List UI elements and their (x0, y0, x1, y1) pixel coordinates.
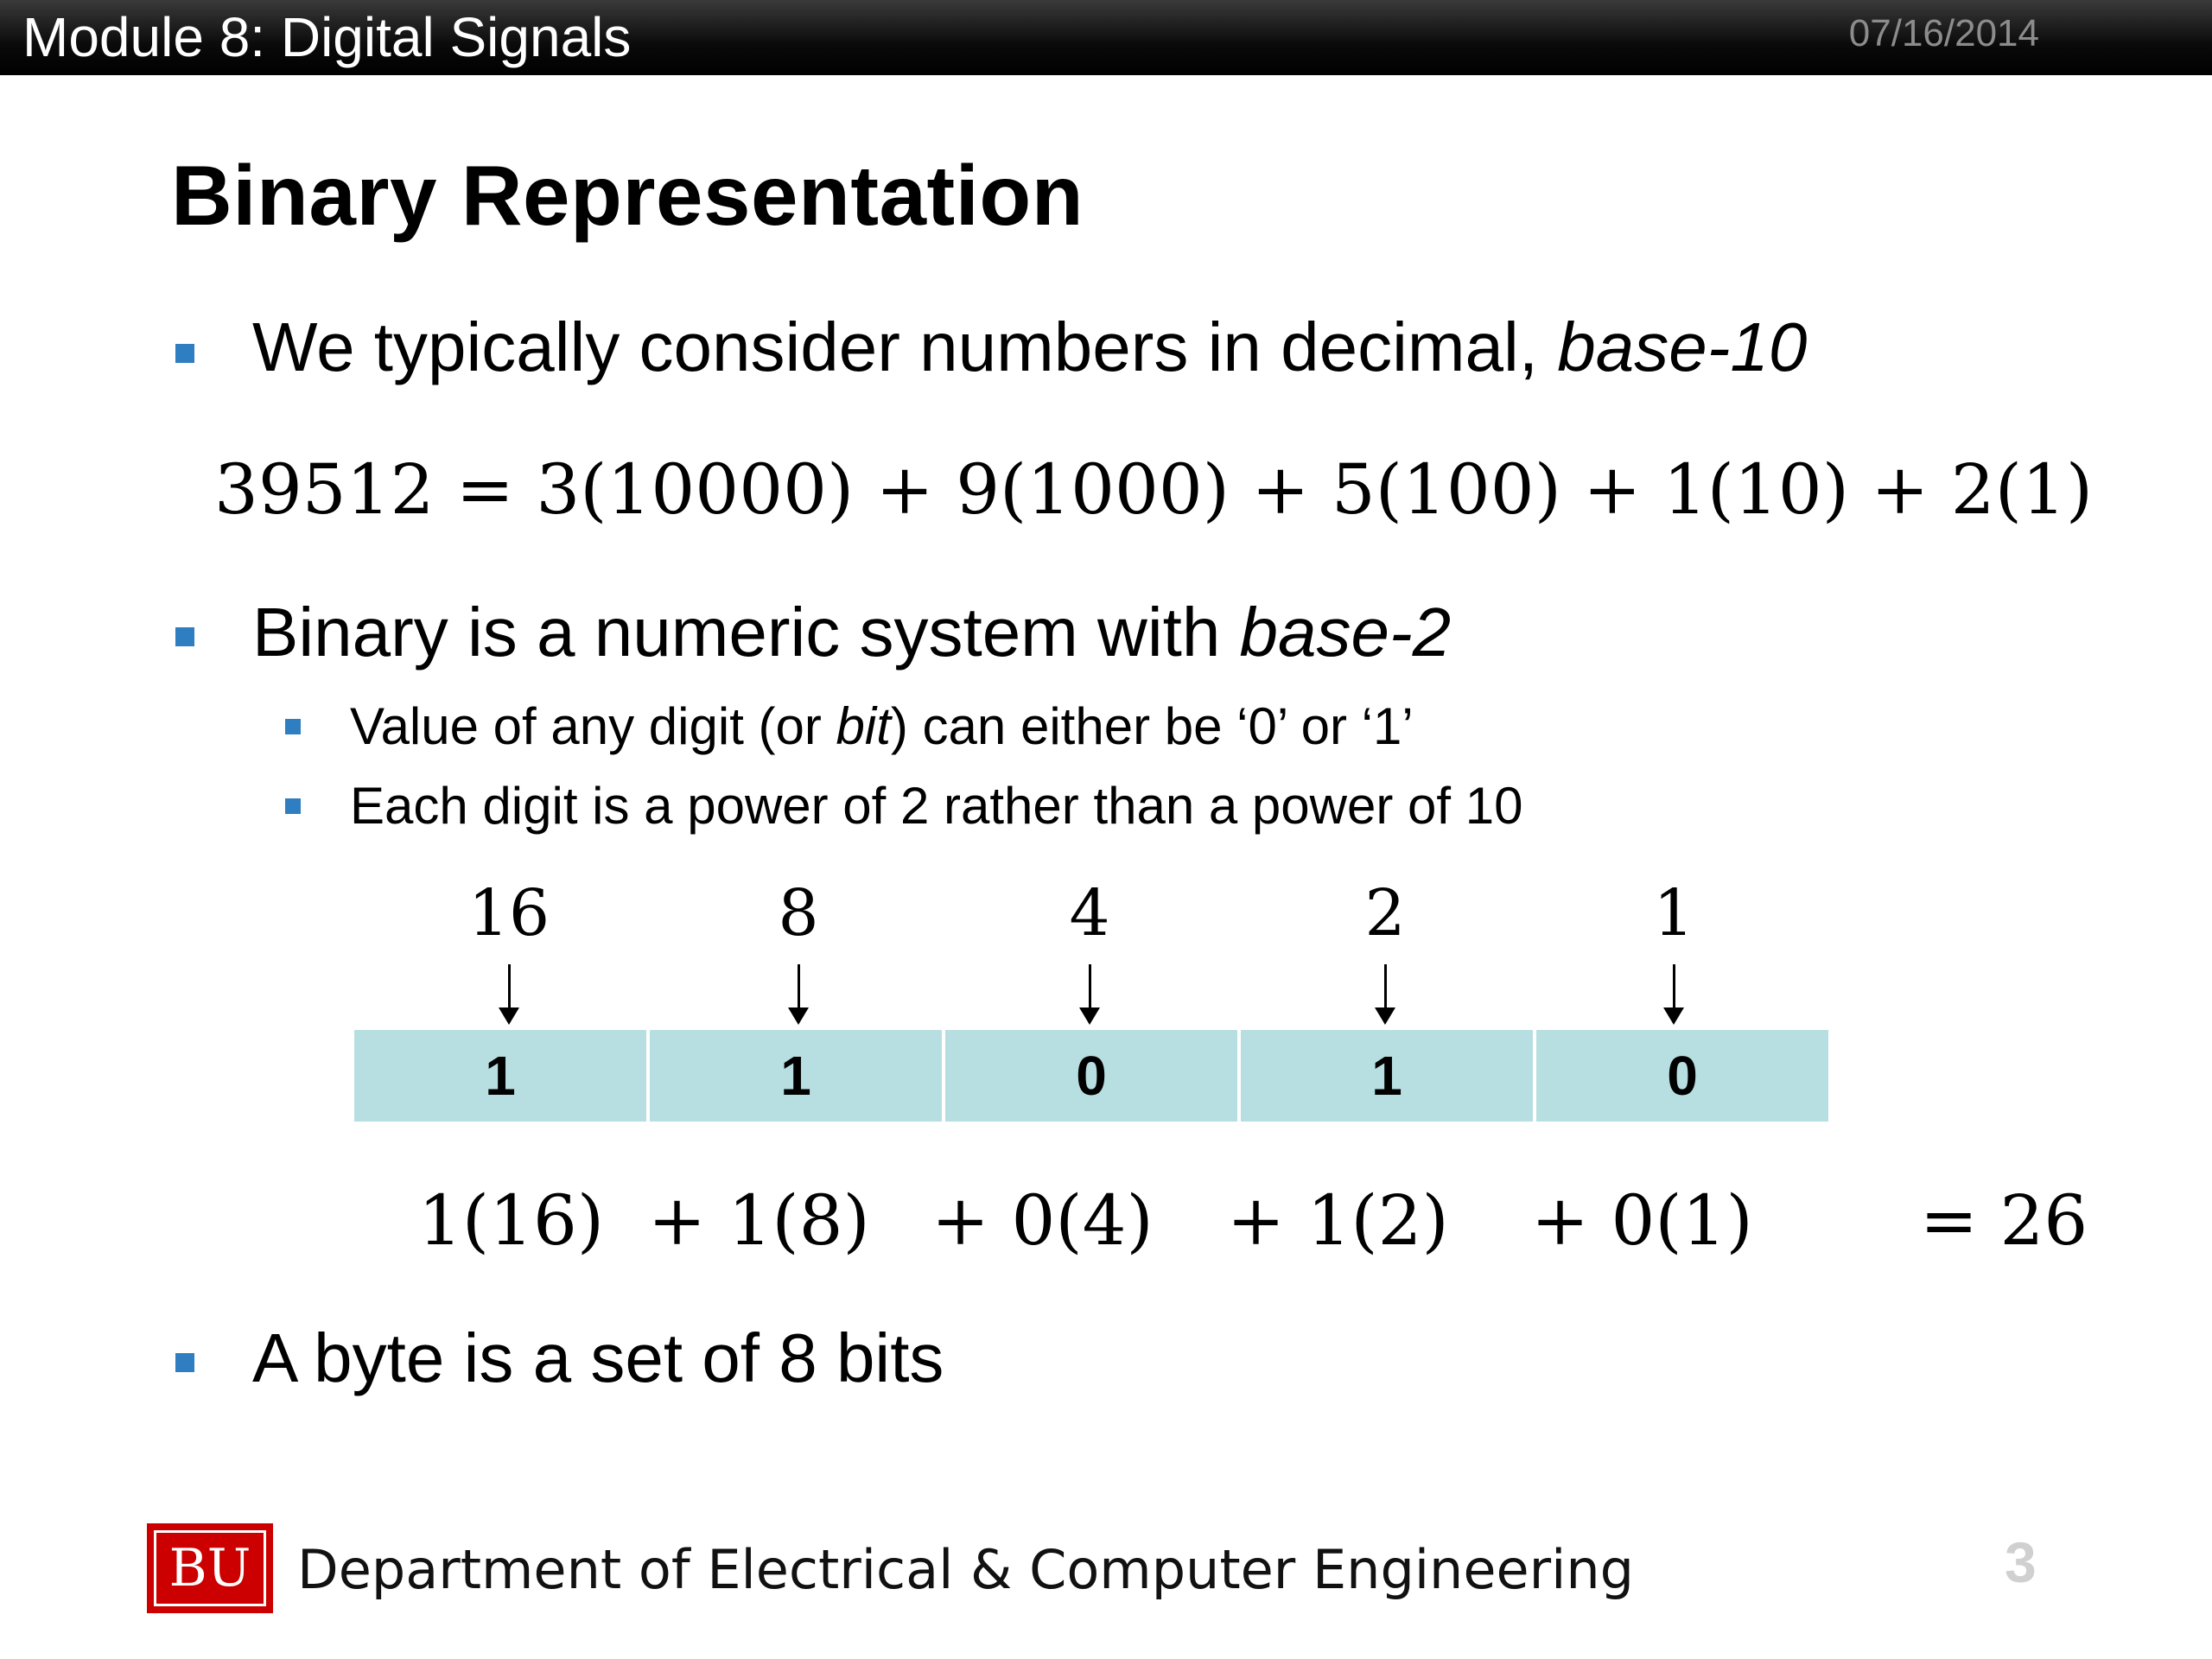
bullet-binary (252, 593, 1451, 672)
sub-bullet-marker (285, 719, 301, 734)
binary-term: + 1(2) (1227, 1180, 1449, 1261)
department-name: Department of Electrical & Computer Engineering (297, 1538, 1635, 1601)
header-bar (0, 0, 2212, 75)
sub-bullet-marker (285, 798, 301, 814)
bullet-marker (175, 627, 194, 646)
bit-cell: 1 (354, 1030, 646, 1122)
bit-cell: 1 (1241, 1030, 1533, 1122)
bit-cell: 1 (650, 1030, 942, 1122)
sub-bullet-bit-value-post: ) can either be ‘0’ or ‘1’ (890, 697, 1414, 755)
binary-term: + 1(8) (648, 1180, 870, 1261)
place-value-16: 16 (467, 876, 550, 950)
slide-date: 07/16/2014 (1848, 12, 2039, 54)
bu-logo (147, 1523, 273, 1613)
binary-term: 1(16) (418, 1180, 605, 1261)
sub-bullet-bit-value (350, 696, 1414, 756)
sub-bullet-power: Each digit is a power of 2 rather than a power of 10 (350, 777, 1523, 835)
bullet-decimal (252, 308, 1807, 387)
bit-cell: 0 (945, 1030, 1237, 1122)
place-value-4: 4 (1069, 876, 1110, 950)
sub-bullet-bit-emph: bit (836, 697, 891, 755)
bullet-marker (175, 344, 194, 363)
binary-term: + 0(4) (931, 1180, 1154, 1261)
bu-logo-text: BU (154, 1530, 266, 1606)
module-title: Module 8: Digital Signals (22, 6, 632, 68)
sub-bullet-bit-value-pre: Value of any digit (or (350, 697, 836, 755)
decimal-equation: 39512 = 3(10000) + 9(1000) + 5(100) + 1(10) + 2(1) (214, 449, 2094, 530)
place-value-2: 2 (1364, 876, 1406, 950)
binary-result: = 26 (1920, 1180, 2088, 1261)
bit-cell: 0 (1536, 1030, 1828, 1122)
bullet-binary-emph: base-2 (1239, 594, 1452, 671)
page-number: 3 (2005, 1530, 2037, 1594)
bullet-decimal-emph: base-10 (1557, 308, 1808, 385)
bullet-marker (175, 1353, 194, 1372)
bit-table (354, 1030, 1828, 1122)
slide-title: Binary Representation (171, 148, 1084, 243)
bullet-byte: A byte is a set of 8 bits (252, 1319, 944, 1396)
bullet-binary-text: Binary is a numeric system with (252, 594, 1240, 671)
bullet-decimal-text: We typically consider numbers in decimal, (252, 308, 1558, 385)
place-value-8: 8 (778, 876, 819, 950)
place-value-1: 1 (1653, 876, 1694, 950)
binary-term: + 0(1) (1531, 1180, 1753, 1261)
